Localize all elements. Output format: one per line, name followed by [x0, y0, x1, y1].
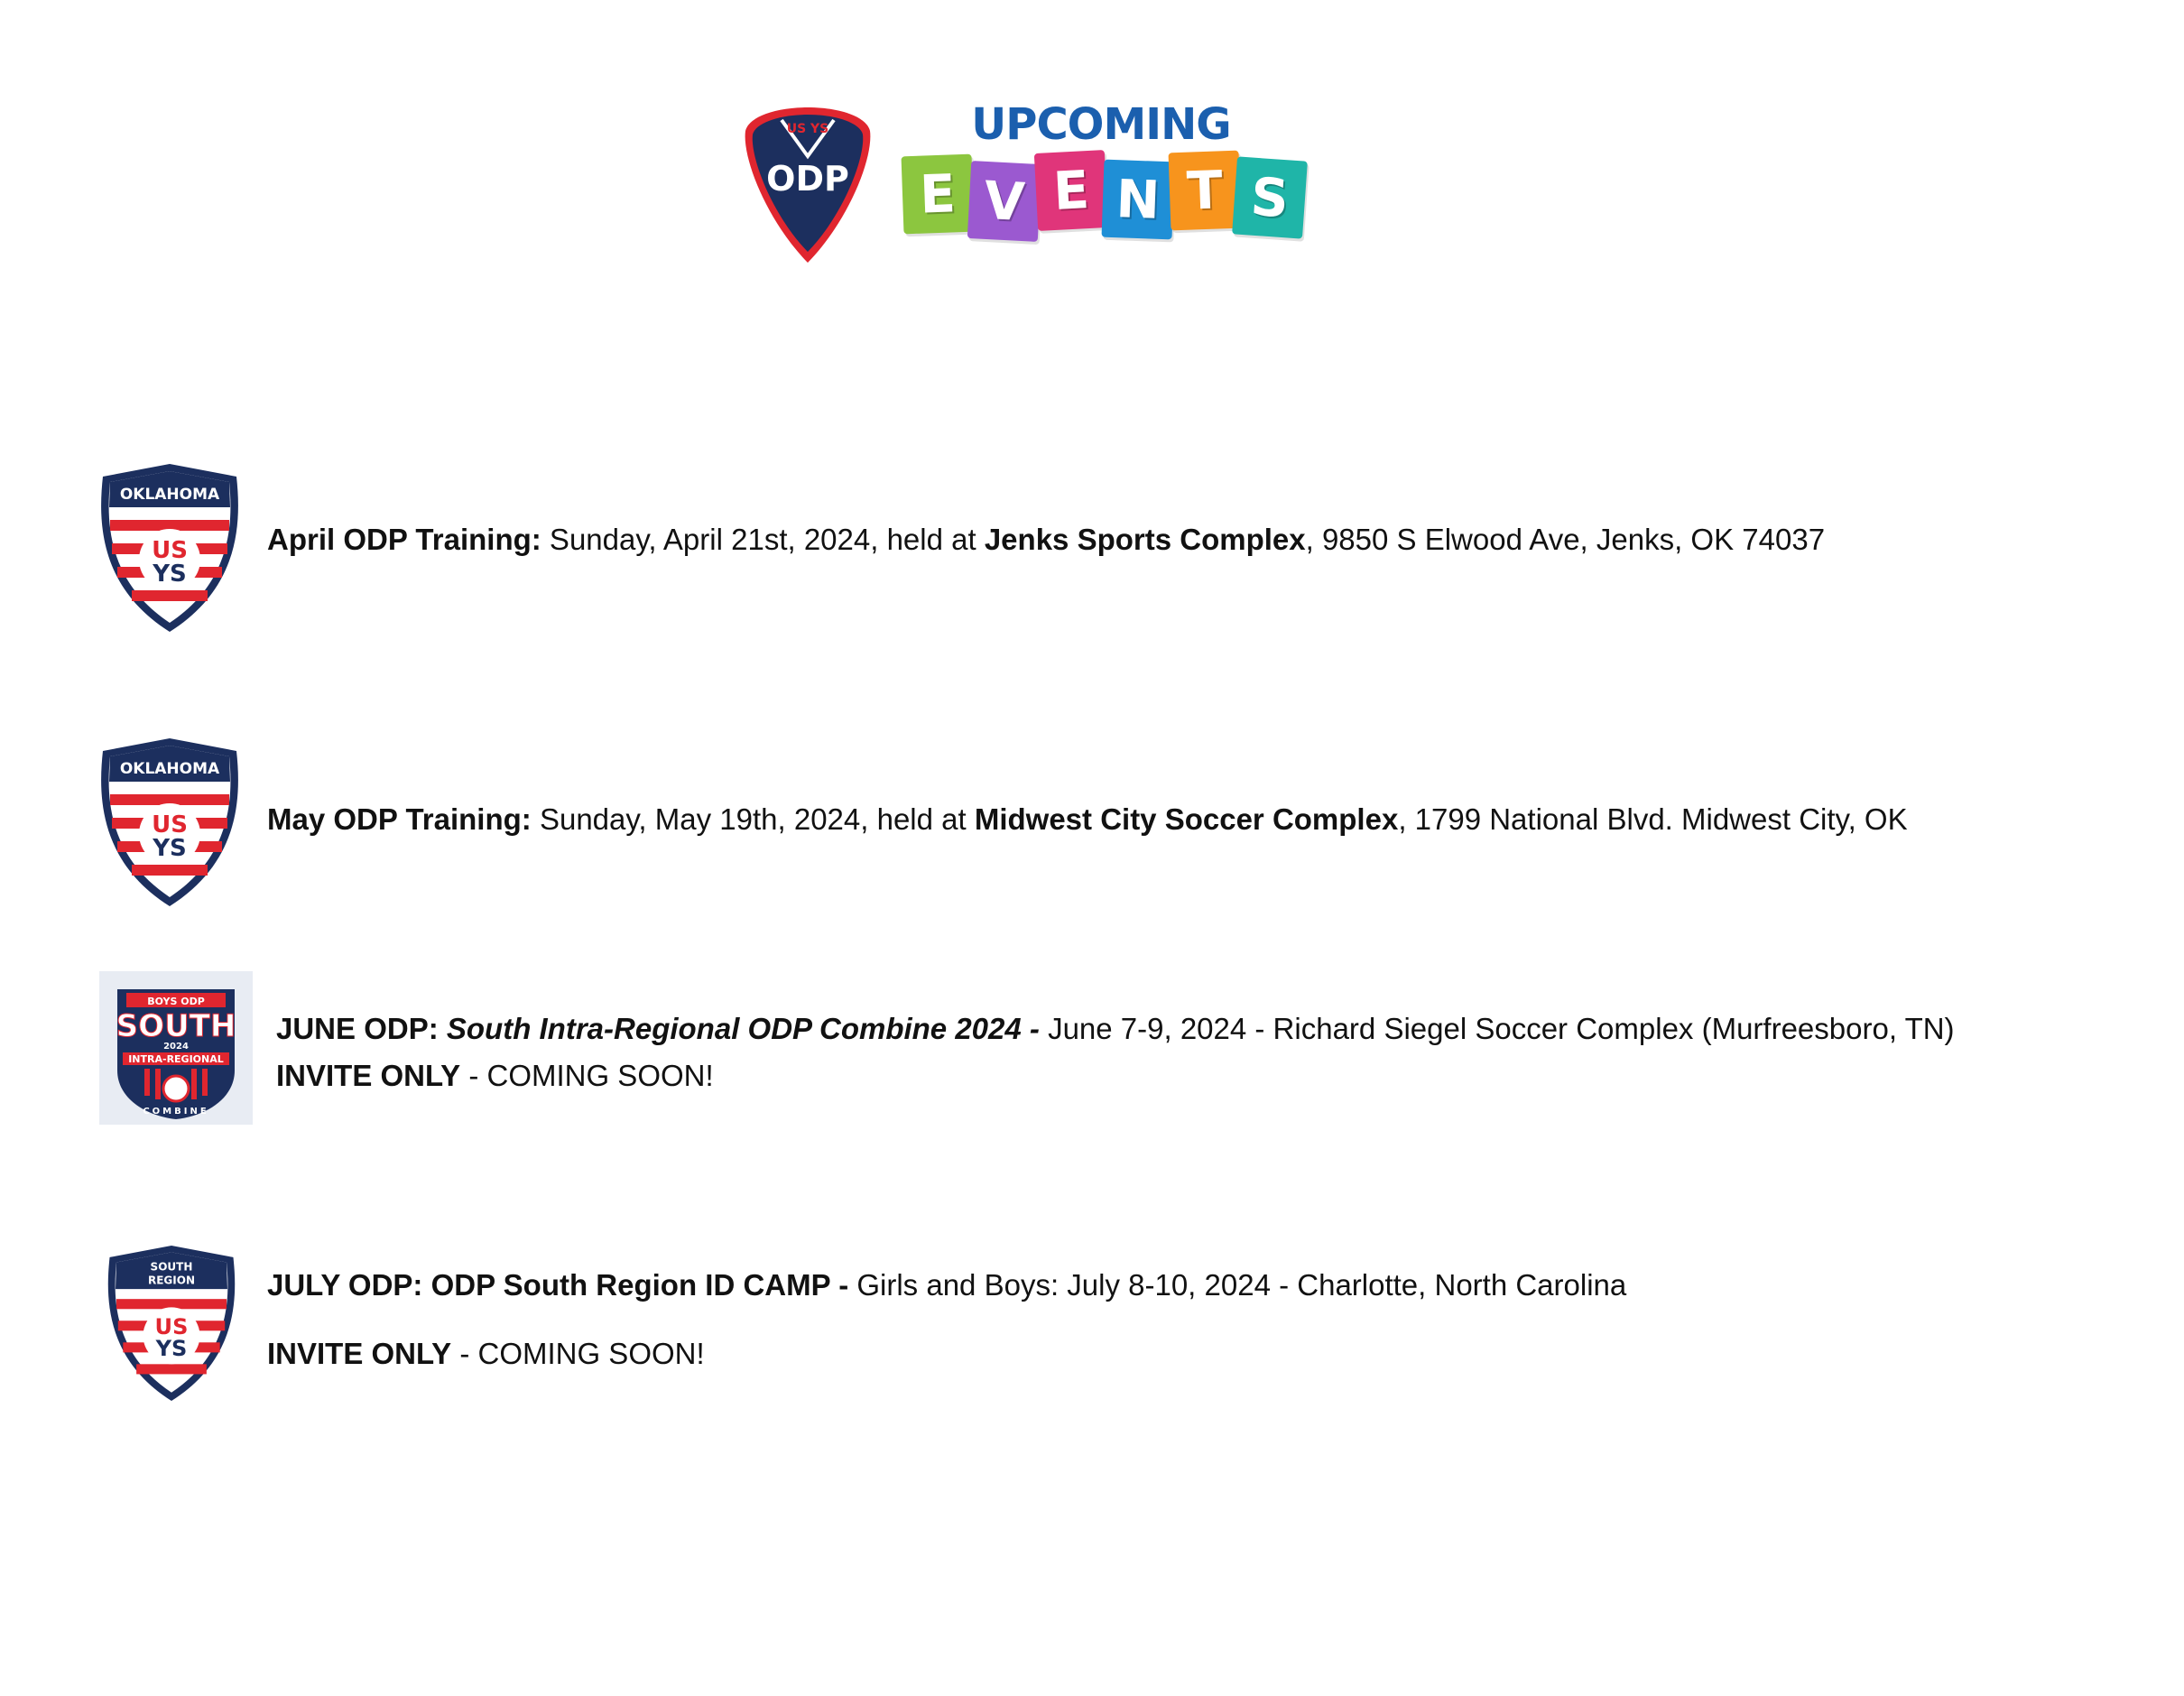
badge-top-text-2: REGION	[147, 1274, 196, 1287]
badge-ys-text: YS	[153, 835, 187, 862]
logo-top-text: BOYS ODP	[147, 996, 205, 1007]
south-region-usys-badge	[105, 1244, 238, 1403]
event-name: South Intra-Regional ODP Combine 2024 -	[446, 1012, 1049, 1045]
events-tile-e1: E	[902, 154, 975, 235]
event-april	[267, 522, 1825, 558]
event-date: Sunday, May 19th, 2024, held at	[531, 802, 975, 836]
event-address: , 1799 National Blvd. Midwest City, OK	[1398, 802, 1908, 836]
logo-main-text: SOUTH	[116, 1008, 236, 1044]
oklahoma-usys-badge	[97, 737, 242, 908]
events-tile-t: T	[1169, 151, 1242, 231]
logo-bottom-text: COMBINE	[143, 1107, 209, 1117]
events-tile-e2: E	[1034, 150, 1108, 231]
event-title: May ODP Training:	[267, 802, 532, 836]
event-title: JULY ODP: ODP South Region ID CAMP -	[267, 1268, 857, 1302]
badge-us-text: US	[154, 1314, 189, 1340]
event-june-line1	[276, 1011, 1955, 1047]
event-title: JUNE ODP:	[276, 1012, 447, 1045]
badge-us-text: US	[152, 811, 188, 839]
logo-year-text: 2024	[163, 1042, 189, 1052]
odp-logo-small-text: US YS	[786, 122, 829, 136]
upcoming-title: UPCOMING	[971, 99, 1231, 150]
badge-ys-text: YS	[153, 561, 187, 588]
oklahoma-usys-badge	[97, 462, 242, 634]
event-july-line2	[267, 1336, 1626, 1372]
event-invite: INVITE ONLY	[276, 1059, 461, 1092]
event-may	[267, 802, 1908, 838]
event-june	[276, 1011, 1955, 1094]
badge-us-text: US	[152, 537, 188, 564]
badge-top-text: OKLAHOMA	[119, 486, 220, 504]
event-july	[267, 1267, 1626, 1372]
events-tile-v: V	[967, 161, 1041, 242]
event-details: Girls and Boys: July 8-10, 2024 - Charlotte, North Carolina	[856, 1268, 1627, 1302]
odp-logo	[740, 104, 875, 266]
event-invite: INVITE ONLY	[267, 1337, 452, 1370]
odp-logo-text: ODP	[766, 159, 849, 199]
event-status: - COMING SOON!	[451, 1337, 705, 1370]
event-date: Sunday, April 21st, 2024, held at	[541, 523, 985, 556]
badge-top-text: OKLAHOMA	[119, 760, 220, 778]
badge-top-text-1: SOUTH	[150, 1260, 193, 1274]
page-header	[0, 0, 2184, 289]
event-title: April ODP Training:	[267, 523, 541, 556]
event-june-line2	[276, 1058, 1955, 1094]
badge-ys-text: YS	[155, 1336, 188, 1362]
event-details: June 7-9, 2024 - Richard Siegel Soccer Complex (Murfreesboro, TN)	[1048, 1012, 1955, 1045]
event-status: - COMING SOON!	[460, 1059, 714, 1092]
events-tile-s: S	[1232, 156, 1308, 238]
event-address: , 9850 S Elwood Ave, Jenks, OK 74037	[1305, 523, 1826, 556]
south-intra-regional-combine-logo	[99, 971, 253, 1125]
logo-sub-text: INTRA-REGIONAL	[128, 1053, 224, 1065]
events-tile-n: N	[1102, 160, 1175, 240]
event-july-line1	[267, 1267, 1626, 1303]
events-tiles	[902, 144, 1309, 253]
event-venue: Midwest City Soccer Complex	[974, 802, 1399, 836]
event-venue: Jenks Sports Complex	[984, 523, 1306, 556]
